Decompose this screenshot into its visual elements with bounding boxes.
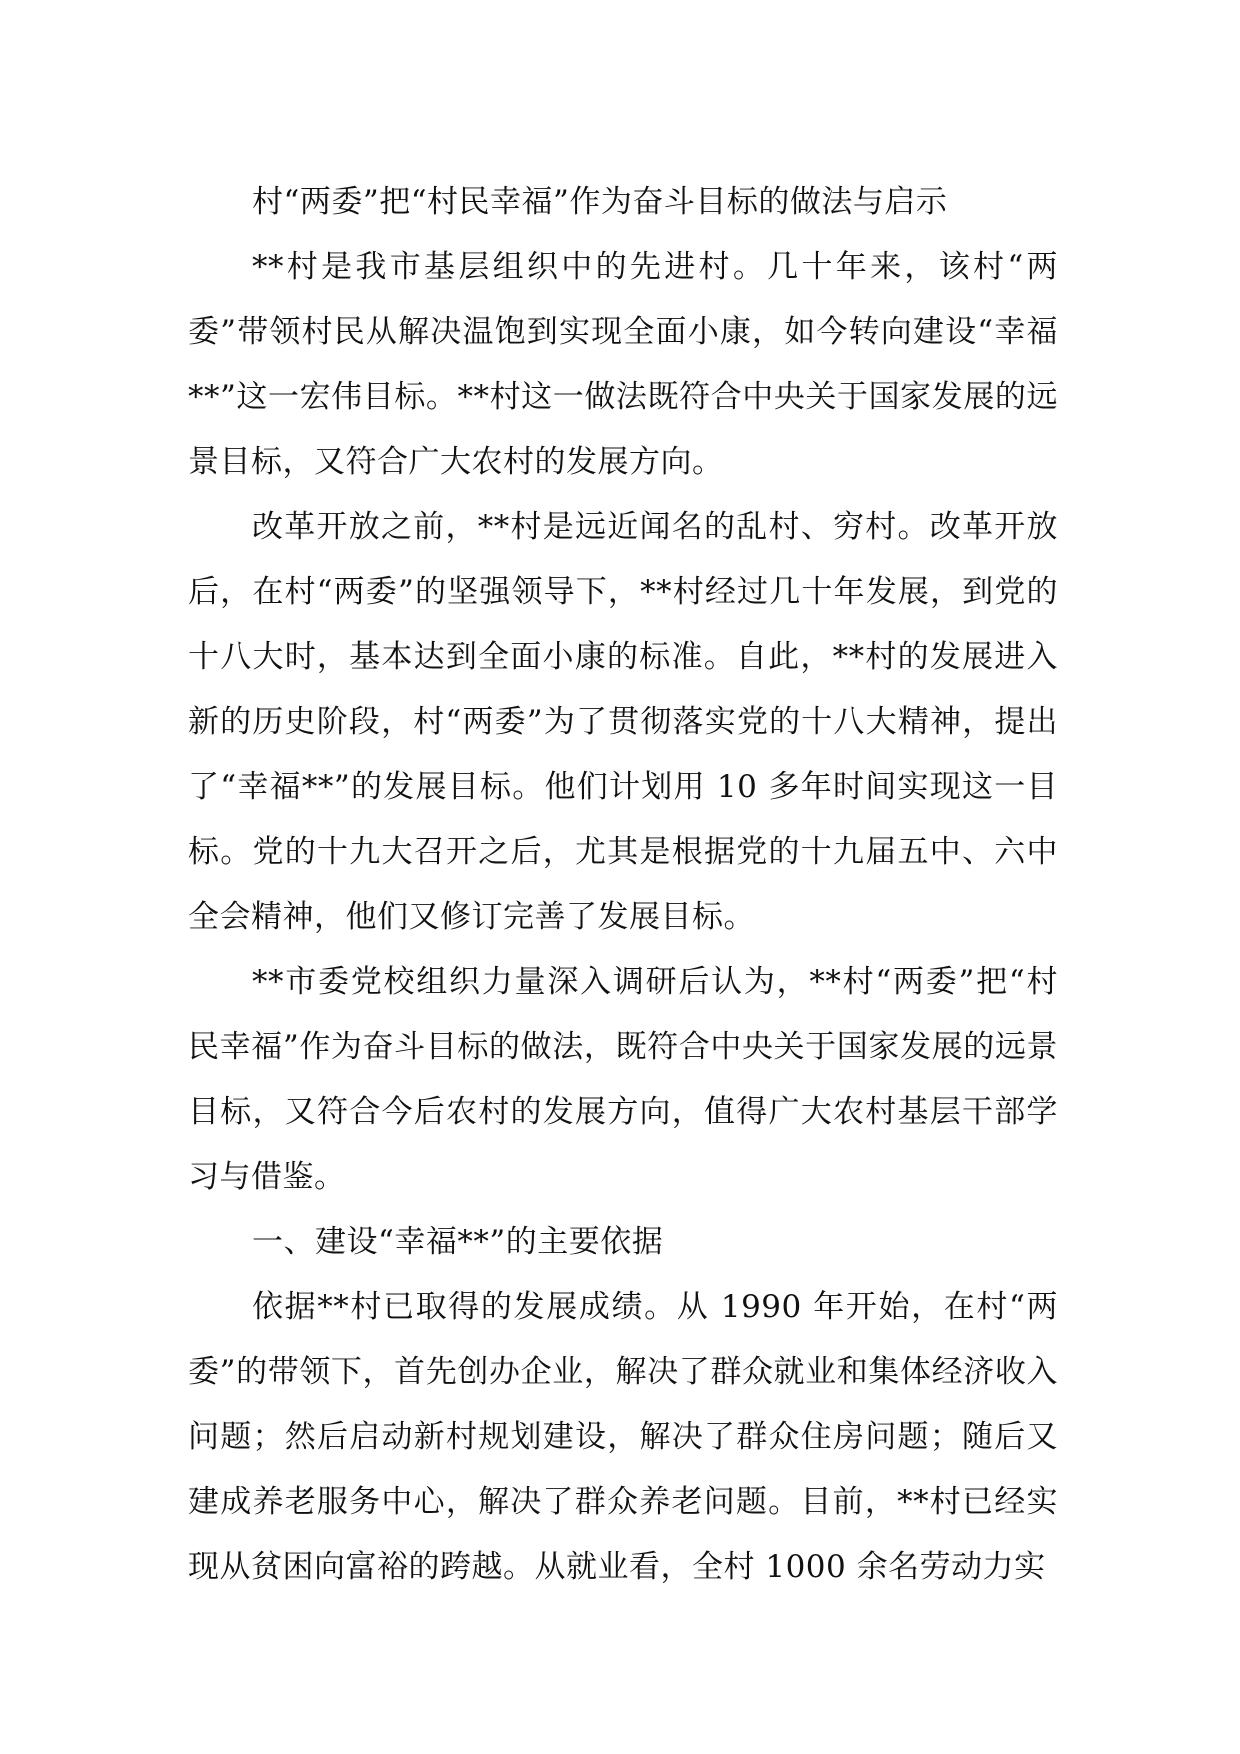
paragraph-history: 改革开放之前，**村是远近闻名的乱村、穷村。改革开放后，在村“两委”的坚强领导下，**村经过几十年发展，到党的十八大时，基本达到全面小康的标准。自此，**村的发展进入新的历史阶段，村“两委”为了贯彻落实党的十八大精神，提出了“幸福**”的发展目标。他们计划用 10 多年时间实现这一目标。党的十九大召开之后，尤其是根据党的十九届五中、六中全会精神，他们又修订完善了发展目标。: [188, 509, 1058, 935]
document-title: 村“两委”把“村民幸福”作为奋斗目标的做法与启示: [252, 184, 948, 220]
section-heading: 一、建设“幸福**”的主要依据: [252, 1224, 664, 1260]
paragraph-assessment: **市委党校组织力量深入调研后认为，**村“两委”把“村民幸福”作为奋斗目标的做法，既符合中央关于国家发展的远景目标，又符合今后农村的发展方向，值得广大农村基层干部学习与借鉴。: [188, 964, 1058, 1195]
document-body: [188, 170, 1058, 1600]
paragraph-basis: 依据**村已取得的发展成绩。从 1990 年开始，在村“两委”的带领下，首先创办企业，解决了群众就业和集体经济收入问题；然后启动新村规划建设，解决了群众住房问题；随后又建成养老服务中心，解决了群众养老问题。目前，**村已经实现从贫困向富裕的跨越。从就业看，全村 1000 余名劳动力实: [188, 1289, 1058, 1585]
paragraph-intro: **村是我市基层组织中的先进村。几十年来，该村“两委”带领村民从解决温饱到实现全面小康，如今转向建设“幸福**”这一宏伟目标。**村这一做法既符合中央关于国家发展的远景目标，又符合广大农村的发展方向。: [188, 249, 1058, 480]
